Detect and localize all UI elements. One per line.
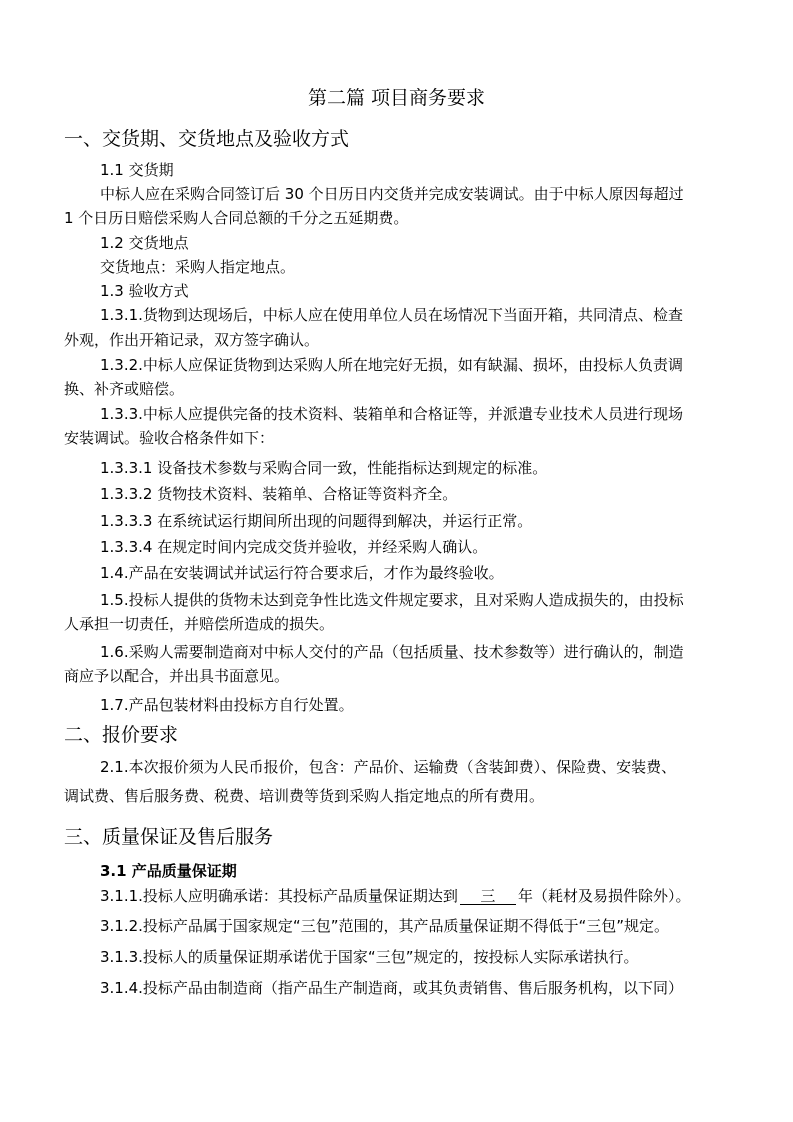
clause-3-1-3: 3.1.3.投标人的质量保证期承诺优于国家“三包”规定的，按投标人实际承诺执行。 bbox=[100, 948, 639, 966]
clause-1-3-2-line-2: 换、补齐或赔偿。 bbox=[64, 380, 185, 398]
clause-1-3-1-line-1: 1.3.1.货物到达现场后，中标人应在使用单位人员在场情况下当面开箱，共同清点、检查 bbox=[100, 306, 683, 324]
clause-1-1-line-2: 1 个日历日赔偿采购人合同总额的千分之五延期费。 bbox=[64, 209, 409, 227]
clause-3-1-1 bbox=[100, 886, 690, 906]
clause-3-1-1-prefix: 3.1.1.投标人应明确承诺：其投标产品质量保证期达到 bbox=[100, 887, 458, 905]
section-3-heading: 三、质量保证及售后服务 bbox=[64, 826, 274, 848]
clause-1-3-3-line-2: 安装调试。验收合格条件如下： bbox=[64, 429, 275, 447]
clause-3-1-1-suffix: 年（耗材及易损件除外）。 bbox=[517, 887, 691, 905]
clause-3-1-4: 3.1.4.投标产品由制造商（指产品生产制造商，或其负责销售、售后服务机构，以下同） bbox=[100, 979, 683, 997]
clause-1-3-3-3: 1.3.3.3 在系统试运行期间所出现的问题得到解决，并运行正常。 bbox=[100, 512, 533, 530]
clause-1-7: 1.7.产品包装材料由投标方自行处置。 bbox=[100, 696, 354, 714]
clause-2-1-line-2: 调试费、售后服务费、税费、培训费等货到采购人指定地点的所有费用。 bbox=[64, 787, 545, 805]
clause-1-1-line-1: 中标人应在采购合同签订后 30 个日历日内交货并完成安装调试。由于中标人原因每超过 bbox=[100, 185, 684, 203]
clause-1-3-3-line-1: 1.3.3.中标人应提供完备的技术资料、装箱单和合格证等，并派遣专业技术人员进行现场 bbox=[100, 405, 683, 423]
clause-1-3-title: 1.3 验收方式 bbox=[100, 282, 189, 300]
clause-1-2-body: 交货地点：采购人指定地点。 bbox=[100, 258, 296, 276]
clause-1-3-1-line-2: 外观，作出开箱记录，双方签字确认。 bbox=[64, 331, 320, 349]
clause-1-3-3-2: 1.3.3.2 货物技术资料、装箱单、合格证等资料齐全。 bbox=[100, 485, 458, 503]
clause-3-1-title: 3.1 产品质量保证期 bbox=[100, 862, 237, 880]
clause-3-1-2: 3.1.2.投标产品属于国家规定“三包”范围的，其产品质量保证期不得低于“三包”规定。 bbox=[100, 917, 670, 935]
warranty-years-blank: 三 bbox=[460, 888, 516, 905]
section-1-heading: 一、交货期、交货地点及验收方式 bbox=[64, 128, 350, 150]
clause-1-1-title: 1.1 交货期 bbox=[100, 161, 174, 179]
clause-1-6-line-1: 1.6.采购人需要制造商对中标人交付的产品（包括质量、技术参数等）进行确认的，制造 bbox=[100, 643, 684, 661]
clause-1-6-line-2: 商应予以配合，并出具书面意见。 bbox=[64, 667, 290, 685]
page-title: 第二篇 项目商务要求 bbox=[307, 87, 486, 109]
clause-1-5-line-2: 人承担一切责任，并赔偿所造成的损失。 bbox=[64, 615, 335, 633]
clause-1-3-3-1: 1.3.3.1 设备技术参数与采购合同一致，性能指标达到规定的标准。 bbox=[100, 459, 548, 477]
clause-1-3-3-4: 1.3.3.4 在规定时间内完成交货并验收，并经采购人确认。 bbox=[100, 538, 488, 556]
clause-1-5-line-1: 1.5.投标人提供的货物未达到竞争性比选文件规定要求，且对采购人造成损失的，由投标 bbox=[100, 591, 684, 609]
clause-1-3-2-line-1: 1.3.2.中标人应保证货物到达采购人所在地完好无损，如有缺漏、损坏，由投标人负责调 bbox=[100, 356, 683, 374]
clause-1-2-title: 1.2 交货地点 bbox=[100, 234, 189, 252]
section-2-heading: 二、报价要求 bbox=[64, 724, 179, 746]
clause-2-1-line-1: 2.1.本次报价须为人民币报价，包含：产品价、运输费（含装卸费）、保险费、安装费、 bbox=[100, 758, 677, 776]
clause-1-4: 1.4.产品在安装调试并试运行符合要求后，才作为最终验收。 bbox=[100, 564, 504, 582]
